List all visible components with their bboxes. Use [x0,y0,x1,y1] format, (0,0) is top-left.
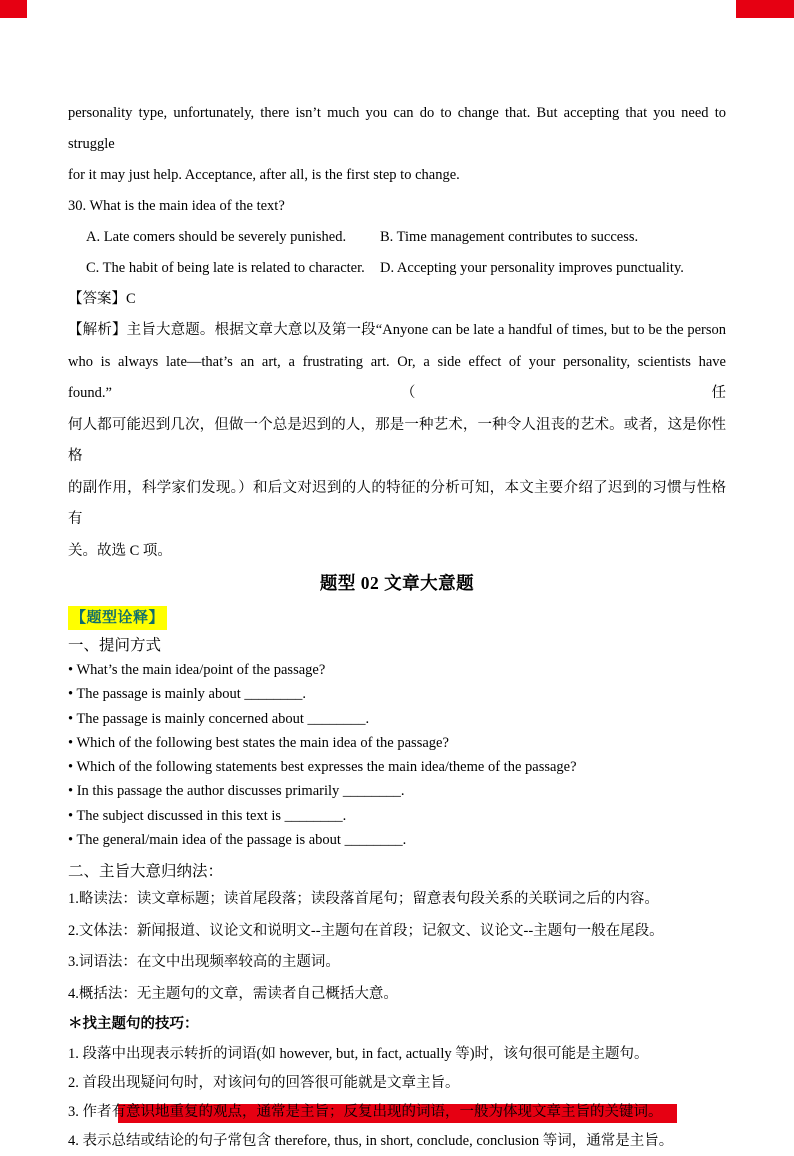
method-item: 3.词语法：在文中出现频率较高的主题词。 [68,954,340,971]
option-d: D. Accepting your personality improves punctuality. [380,260,684,276]
method-item: 4.概括法：无主题句的文章，需读者自己概括大意。 [68,985,398,1002]
tip-item: 1. 段落中出现表示转折的词语(如 however, but, in fact, actually 等)时，该句很可能是主题句。 [68,1045,649,1062]
passage-line: personality type, unfortunately, there isn’t much you can do to change that. But accepting that you need to struggle [68,105,726,152]
tip-item: 3. 作者有意识地重复的观点，通常是主旨；反复出现的词语，一般为体现文章主旨的关键词。 [68,1103,663,1120]
answer-value: C [126,291,136,307]
bullet-item: • The subject discussed in this text is ________. [68,807,347,824]
document-content [68,98,726,1156]
tip-item: 4. 表示总结或结论的句子常包含 therefore, thus, in short, conclude, conclusion 等词，通常是主旨。 [68,1132,674,1149]
subsection-title-summary-methods: 二、主旨大意归纳法： [68,863,224,881]
method-item: 1.略读法：读文章标题；读首尾段落；读段落首尾句；留意表句段关系的关联词之后的内容。 [68,891,659,908]
analysis-line: 何人都可能迟到几次，但做一个总是迟到的人，那是一种艺术，一种令人沮丧的艺术。或者，这是你性格 [68,416,726,464]
option-b: B. Time management contributes to success. [380,229,639,245]
page-corner-decoration-left [0,0,27,18]
answer-label: 【答案】 [68,291,126,307]
analysis-paragraph [68,315,726,567]
passage-paragraph [68,98,726,191]
subsection-title-question-forms: 一、提问方式 [68,637,162,654]
bullet-item: • The passage is mainly about ________. [68,686,306,703]
page-corner-decoration-right [736,0,794,18]
bullet-item: • Which of the following best states the main idea of the passage? [68,734,449,751]
analysis-line: 【解析】主旨大意题。根据文章大意以及第一段“Anyone can be late a handful of times, but to be the person [68,322,726,338]
analysis-line: 的副作用，科学家们发现。）和后文对迟到的人的特征的分析可知，本文主要介绍了迟到的习惯与性格有 [68,479,726,527]
badge-row [68,606,726,630]
passage-line: for it may just help. Acceptance, after all, is the first step to change. [68,167,460,183]
analysis-line: who is always late—that’s an art, a frustrating art. Or, a side effect of your personality, scientists have found.”（任 [68,353,726,401]
question-options [86,222,726,284]
section-badge-highlight: 【题型诠释】 [68,606,167,630]
tips-title: ＊找主题句的技巧： [68,1016,199,1033]
method-item: 2.文体法：新闻报道、议论文和说明文--主题句在首段；记叙文、议论文--主题句一般在尾段。 [68,922,664,939]
bullet-item: • What’s the main idea/point of the passage? [68,662,326,678]
bullet-item: • Which of the following statements best expresses the main idea/theme of the passage? [68,759,577,776]
analysis-line: 关。故选 C 项。 [68,542,172,559]
tip-item: 2. 首段出现疑问句时，对该问句的回答很可能就是文章主旨。 [68,1074,460,1091]
bullet-item: • In this passage the author discusses primarily ________. [68,783,405,800]
section-heading: 题型 02 文章大意题 [319,573,475,593]
question-stem: 30. What is the main idea of the text? [68,198,285,214]
option-c: C. The habit of being late is related to character. [86,260,365,276]
answer-line [68,284,726,315]
question-form-list [68,658,726,852]
summary-method-list [68,884,726,1010]
tips-list [68,1040,726,1156]
bullet-item: • The general/main idea of the passage is about ________. [68,832,407,849]
option-a: A. Late comers should be severely punished. [86,229,347,245]
bullet-item: • The passage is mainly concerned about ________. [68,710,370,727]
